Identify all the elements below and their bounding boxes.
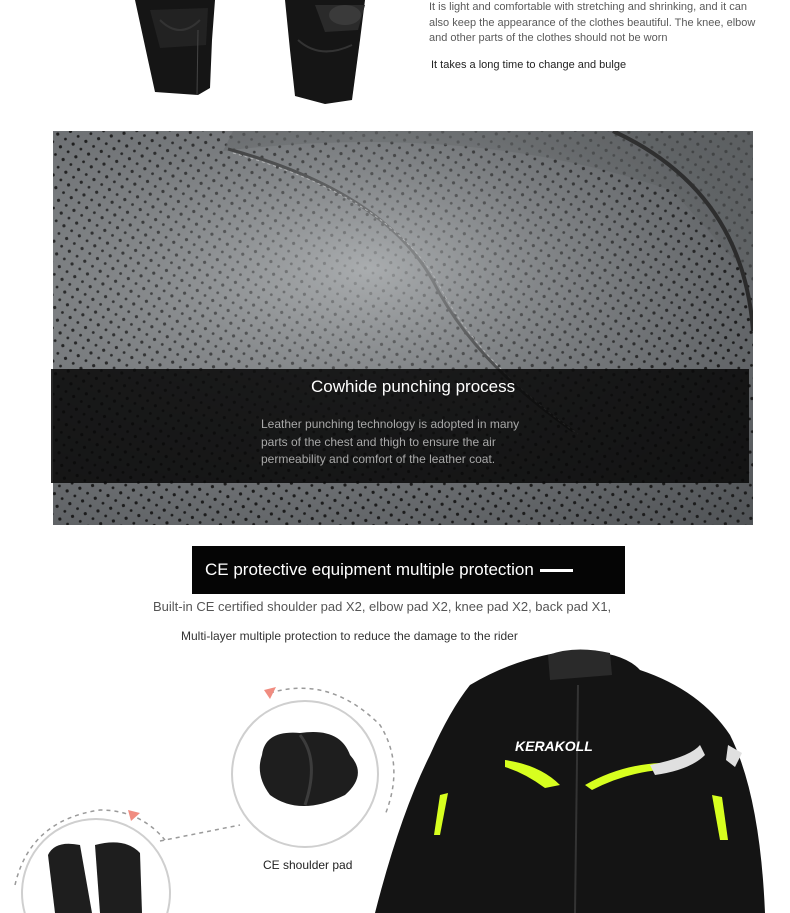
arrow-icon bbox=[128, 810, 140, 821]
protection-line-1: Built-in CE certified shoulder pad X2, elbow pad X2, knee pad X2, back pad X1, bbox=[153, 599, 612, 614]
protection-line-2: Multi-layer multiple protection to reduce the damage to the rider bbox=[181, 629, 518, 643]
punching-description: Leather punching technology is adopted in many parts of the chest and thigh to ensure the air permeability and comfort of the leather coat. bbox=[261, 417, 520, 466]
protection-title: CE protective equipment multiple protection bbox=[205, 560, 573, 580]
punching-title: Cowhide punching process bbox=[311, 377, 516, 396]
pants-photo bbox=[120, 0, 380, 108]
shoulder-pad-label: CE shoulder pad bbox=[263, 858, 353, 872]
brand-logo: KERAKOLL bbox=[515, 738, 593, 754]
stretch-description: It is light and comfortable with stretching and shrinking, and it can also keep the appearance of the clothes beautiful. The knee, elbow and other parts of the clothes should not be worn bbox=[429, 1, 756, 44]
arrow-icon bbox=[264, 687, 276, 699]
dash-icon bbox=[540, 569, 573, 572]
stretch-subtext: It takes a long time to change and bulge bbox=[431, 59, 627, 71]
protection-banner bbox=[192, 546, 625, 594]
protection-illustration bbox=[0, 645, 790, 913]
